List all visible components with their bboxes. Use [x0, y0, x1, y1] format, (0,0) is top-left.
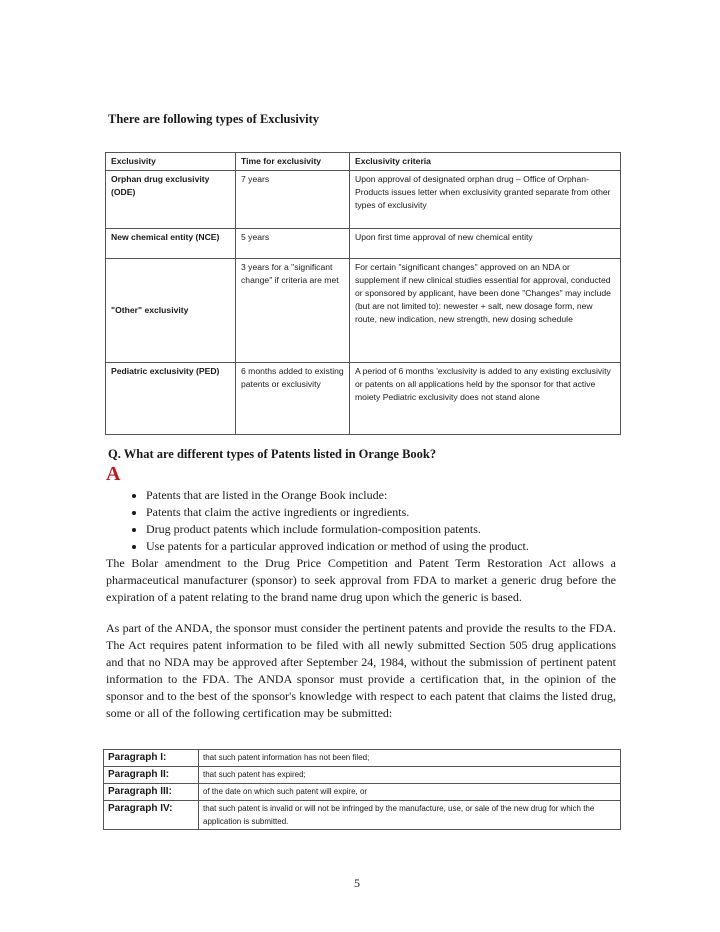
paragraph-label: Paragraph I:	[104, 750, 199, 767]
paragraph-text: that such patent is invalid or will not be infringed by the manufacture, use, or sale of the new drug for which the application is submitted.	[199, 801, 621, 830]
paragraph-label: Paragraph II:	[104, 767, 199, 784]
section-heading: There are following types of Exclusivity	[108, 112, 319, 126]
exclusivity-time: 5 years	[236, 229, 350, 259]
paragraph-label: Paragraph IV:	[104, 801, 199, 830]
table-row	[106, 363, 621, 435]
table-row	[106, 259, 621, 363]
list-item: • Patents that claim the active ingredients or ingredients.	[146, 504, 626, 521]
list-item: • Patents that are listed in the Orange Book include:	[146, 487, 626, 504]
exclusivity-table	[105, 152, 621, 435]
paragraph-label: Paragraph III:	[104, 784, 199, 801]
table-row	[104, 750, 621, 767]
certification-table	[103, 749, 621, 830]
exclusivity-criteria: For certain "significant changes" approved on an NDA or supplement if new clinical studies essential for approval, conducted or sponsored by applicant, have been done "Changes" may include (but are not limited to): newester + salt, new dosage form, new route, new indication, new strength, new dosing schedule	[350, 259, 621, 363]
question-heading: Q. What are different types of Patents listed in Orange Book?	[108, 447, 437, 461]
list-item: • Drug product patents which include formulation-composition patents.	[146, 521, 626, 538]
table-row	[104, 801, 621, 830]
column-header-criteria: Exclusivity criteria	[350, 153, 621, 171]
bolar-amendment-paragraph: The Bolar amendment to the Drug Price Competition and Patent Term Restoration Act allows a pharmaceutical manufacturer (sponsor) to seek approval from FDA to market a generic drug before the expiration of a patent relating to the brand name drug upon which the generic is based.	[106, 556, 616, 604]
exclusivity-type: New chemical entity (NCE)	[106, 229, 236, 259]
table-row	[104, 784, 621, 801]
page-number: 5	[354, 876, 360, 890]
exclusivity-type: "Other" exclusivity	[106, 259, 236, 363]
paragraph-text: that such patent has expired;	[199, 767, 621, 784]
column-header-time: Time for exclusivity	[236, 153, 350, 171]
table-row	[106, 229, 621, 259]
exclusivity-time: 3 years for a "significant change" if criteria are met	[236, 259, 350, 363]
anda-paragraph: As part of the ANDA, the sponsor must consider the pertinent patents and provide the results to the FDA. The Act requires patent information to be filed with all newly submitted Section 505 drug applications and that no NDA may be approved after September 24, 1984, without the submission of pertinent patent information to the FDA. The ANDA sponsor must provide a certification that, in the opinion of the sponsor and to the best of the sponsor's knowledge with respect to each patent that claims the listed drug, some or all of the following certification may be submitted:	[106, 621, 616, 720]
list-item: • Use patents for a particular approved indication or method of using the product.	[146, 538, 626, 555]
column-header-exclusivity: Exclusivity	[106, 153, 236, 171]
table-header-row	[106, 153, 621, 171]
patent-types-list	[126, 487, 626, 555]
table-row	[104, 767, 621, 784]
exclusivity-time: 7 years	[236, 171, 350, 229]
table-row	[106, 171, 621, 229]
exclusivity-criteria: A period of 6 months 'exclusivity is added to any existing exclusivity or patents on all applications held by the sponsor for that active moiety Pediatric exclusivity does not stand alone	[350, 363, 621, 435]
exclusivity-type: Orphan drug exclusivity (ODE)	[106, 171, 236, 229]
answer-marker: A	[106, 463, 121, 485]
exclusivity-criteria: Upon first time approval of new chemical entity	[350, 229, 621, 259]
exclusivity-time: 6 months added to existing patents or exclusivity	[236, 363, 350, 435]
exclusivity-type: Pediatric exclusivity (PED)	[106, 363, 236, 435]
exclusivity-criteria: Upon approval of designated orphan drug – Office of Orphan-Products issues letter when exclusivity granted separate from other types of exclusivity	[350, 171, 621, 229]
paragraph-text: of the date on which such patent will expire, or	[199, 784, 621, 801]
paragraph-text: that such patent information has not been filed;	[199, 750, 621, 767]
